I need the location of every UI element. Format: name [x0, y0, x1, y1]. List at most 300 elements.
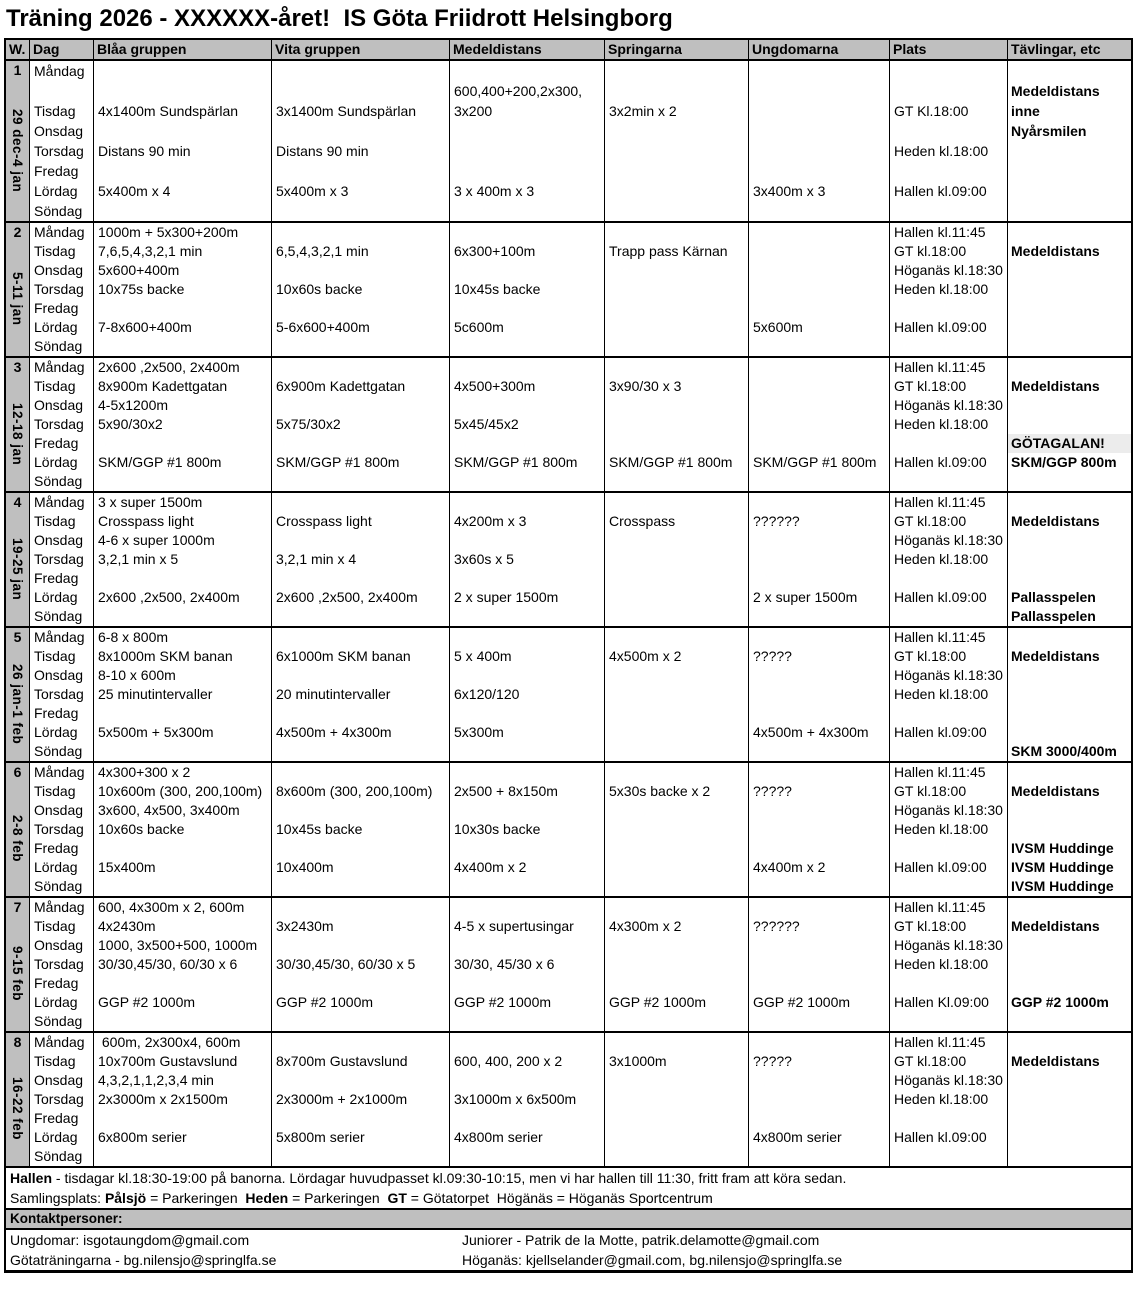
cell-ungdomarna	[749, 493, 889, 512]
week-dates: 29 dec-4 jan	[10, 108, 25, 193]
cell-medeldistans: SKM/GGP #1 800m	[454, 454, 578, 470]
week-dates-wrap	[6, 917, 29, 1031]
cell-plats: GT Kl.18:00	[894, 103, 969, 119]
cell-blaa-column	[94, 61, 272, 221]
cell-ungdomarna	[749, 415, 889, 434]
cell-blaa: 2x600 ,2x500, 2x400m	[98, 589, 240, 605]
cell-medeldistans: 4-5 x supertusingar	[454, 918, 574, 934]
cell-vita	[272, 1033, 449, 1052]
day-label: Torsdag	[34, 1091, 84, 1107]
cell-tavlingar	[1008, 801, 1131, 820]
cell-tavlingar: inne	[1011, 103, 1040, 119]
cell-tavlingar	[1008, 1071, 1131, 1090]
cell-vita	[272, 161, 449, 181]
cell-ungdomarna	[749, 936, 889, 955]
day-label: Måndag	[34, 359, 85, 375]
day-label: Fredag	[34, 435, 79, 451]
cell-tavlingar: IVSM Huddinge	[1011, 859, 1114, 875]
week-dates-wrap	[6, 377, 29, 491]
cell-medeldistans	[450, 569, 604, 588]
cell-medeldistans	[450, 839, 604, 858]
cell-blaa	[94, 337, 271, 356]
cell-plats-column	[890, 898, 1008, 1031]
cell-springarna	[605, 493, 748, 512]
day-label: Lördag	[34, 859, 78, 875]
cell-tavlingar	[1008, 223, 1131, 242]
cell-ungdomarna	[749, 396, 889, 415]
cell-plats	[890, 434, 1007, 453]
cell-medeldistans: 3x60s x 5	[454, 551, 514, 567]
cell-tavlingar: Pallasspelen	[1011, 589, 1096, 605]
cell-vita: 5x75/30x2	[276, 416, 341, 432]
cell-tavlingar	[1008, 1012, 1131, 1031]
cell-blaa-column	[94, 628, 272, 761]
cell-vita: 3,2,1 min x 4	[276, 551, 357, 567]
note-segment: = Parkeringen	[146, 1190, 246, 1206]
cell-springarna	[605, 801, 748, 820]
cell-plats	[890, 974, 1007, 993]
cell-medeldistans-column	[450, 628, 605, 761]
cell-medeldistans: 4x400m x 2	[454, 859, 527, 875]
cell-blaa: 600m, 2x300x4, 600m	[98, 1034, 241, 1050]
cell-blaa-column	[94, 493, 272, 626]
cell-tavlingar	[1008, 1147, 1131, 1166]
cell-blaa: 8-10 x 600m	[98, 667, 176, 683]
column-header-2: Blåa gruppen	[94, 40, 272, 59]
cell-plats	[890, 1109, 1007, 1128]
cell-ungdomarna	[749, 801, 889, 820]
cell-vita	[272, 121, 449, 141]
cell-blaa: 7,6,5,4,3,2,1 min	[98, 243, 203, 259]
cell-vita	[272, 1012, 449, 1031]
week-row	[6, 1033, 1131, 1166]
day-label: Torsdag	[34, 416, 84, 432]
training-schedule-table	[4, 38, 1133, 1168]
cell-blaa	[94, 974, 271, 993]
cell-plats	[890, 337, 1007, 356]
cell-ungdomarna: 4x800m serier	[753, 1129, 842, 1145]
cell-vita: 20 minutintervaller	[276, 686, 391, 702]
cell-springarna	[605, 81, 748, 101]
cell-plats	[890, 201, 1007, 221]
cell-springarna	[605, 898, 748, 917]
page-title: Träning 2026 - XXXXXX-året! IS Göta Friidrott Helsingborg	[6, 5, 673, 32]
cell-vita	[272, 1109, 449, 1128]
cell-springarna	[605, 396, 748, 415]
cell-tavlingar-column	[1008, 898, 1131, 1031]
day-label: Fredag	[34, 975, 79, 991]
cell-vita-column	[272, 223, 450, 356]
cell-blaa: 5x500m + 5x300m	[98, 724, 214, 740]
table-header-row	[6, 40, 1131, 61]
cell-medeldistans	[450, 201, 604, 221]
cell-ungdomarna	[749, 377, 889, 396]
cell-tavlingar: GGP #2 1000m	[1011, 994, 1109, 1010]
cell-medeldistans	[450, 628, 604, 647]
cell-blaa	[94, 472, 271, 491]
cell-medeldistans	[450, 472, 604, 491]
cell-blaa: 3,2,1 min x 5	[98, 551, 179, 567]
cell-blaa	[94, 839, 271, 858]
week-number: 7	[13, 899, 22, 915]
cell-tavlingar	[1008, 1090, 1131, 1109]
cell-springarna	[605, 280, 748, 299]
cell-medeldistans-column	[450, 358, 605, 491]
kontaktpersoner-header: Kontaktpersoner:	[6, 1208, 1131, 1230]
cell-blaa: 10x60s backe	[98, 821, 185, 837]
cell-ungdomarna	[749, 742, 889, 761]
week-label-cell	[6, 223, 30, 356]
cell-plats	[890, 61, 1007, 81]
day-label: Söndag	[34, 473, 83, 489]
cell-plats: Heden kl.18:00	[894, 821, 989, 837]
cell-springarna	[605, 1071, 748, 1090]
cell-medeldistans	[450, 261, 604, 280]
cell-springarna	[605, 628, 748, 647]
cell-tavlingar-column	[1008, 493, 1131, 626]
cell-tavlingar	[1008, 936, 1131, 955]
cell-tavlingar: Nyårsmilen	[1011, 123, 1087, 139]
cell-tavlingar	[1008, 763, 1131, 782]
cell-ungdomarna	[749, 550, 889, 569]
cell-tavlingar: SKM 3000/400m	[1011, 743, 1117, 759]
cell-springarna	[605, 704, 748, 723]
week-dates: 9-15 feb	[10, 946, 25, 1002]
cell-springarna: 4x300m x 2	[609, 918, 682, 934]
week-dates: 12-18 jan	[10, 402, 25, 466]
cell-blaa: 4,3,2,1,1,2,3,4 min	[98, 1072, 214, 1088]
day-label: Onsdag	[34, 1072, 84, 1088]
cell-ungdomarna: ??????	[753, 918, 800, 934]
contacts-section	[6, 1230, 1131, 1271]
cell-medeldistans: 4x200m x 3	[454, 513, 527, 529]
week-dates: 19-25 jan	[10, 537, 25, 601]
footer-note-0	[6, 1168, 1131, 1188]
cell-blaa: 1000, 3x500+500, 1000m	[98, 937, 258, 953]
week-number: 2	[13, 224, 22, 240]
cell-tavlingar-column	[1008, 223, 1131, 356]
cell-ungdomarna	[749, 242, 889, 261]
cell-blaa	[94, 607, 271, 626]
cell-medeldistans	[450, 1147, 604, 1166]
cell-vita: Crosspass light	[276, 513, 372, 529]
cell-medeldistans	[450, 396, 604, 415]
cell-springarna	[605, 1090, 748, 1109]
cell-tavlingar	[1008, 181, 1131, 201]
cell-springarna	[605, 201, 748, 221]
cell-ungdomarna: ?????	[753, 648, 792, 664]
day-label: Måndag	[34, 494, 85, 510]
cell-vita: 5x400m x 3	[276, 183, 349, 199]
cell-tavlingar: Medeldistans	[1011, 918, 1100, 934]
cell-ungdomarna: 3x400m x 3	[753, 183, 826, 199]
cell-tavlingar	[1008, 493, 1131, 512]
cell-blaa: SKM/GGP #1 800m	[98, 454, 222, 470]
cell-vita	[272, 1071, 449, 1090]
cell-ungdomarna	[749, 1071, 889, 1090]
cell-blaa	[94, 877, 271, 896]
cell-plats	[890, 121, 1007, 141]
cell-blaa: 8x1000m SKM banan	[98, 648, 233, 664]
cell-ungdomarna	[749, 81, 889, 101]
cell-plats	[890, 569, 1007, 588]
day-label: Lördag	[34, 724, 78, 740]
cell-springarna	[605, 1147, 748, 1166]
cell-springarna: GGP #2 1000m	[609, 994, 707, 1010]
cell-medeldistans	[450, 704, 604, 723]
cell-blaa	[94, 1147, 271, 1166]
cell-blaa	[94, 1109, 271, 1128]
cell-medeldistans: 600,400+200,2x300,	[454, 83, 583, 99]
cell-ungdomarna	[749, 201, 889, 221]
cell-blaa: 7-8x600+400m	[98, 319, 192, 335]
day-label: Måndag	[34, 899, 85, 915]
cell-medeldistans	[450, 337, 604, 356]
day-label: Onsdag	[34, 937, 84, 953]
note-segment: GT	[387, 1190, 407, 1206]
cell-blaa: GGP #2 1000m	[98, 994, 196, 1010]
cell-tavlingar: Medeldistans	[1011, 1053, 1100, 1069]
cell-tavlingar: Medeldistans	[1011, 648, 1100, 664]
cell-ungdomarna: ?????	[753, 1053, 792, 1069]
day-label: Fredag	[34, 840, 79, 856]
cell-ungdomarna-column	[749, 763, 890, 896]
note-segment: - tisdagar kl.18:30-19:00 på banorna. Lördagar huvudpasset kl.09:30-10:15, men vi har hallen till 11:30, fritt fram att köra sedan.	[52, 1170, 847, 1186]
cell-springarna	[605, 569, 748, 588]
day-label: Fredag	[34, 1110, 79, 1126]
cell-vita-column	[272, 493, 450, 626]
cell-springarna	[605, 358, 748, 377]
cell-springarna	[605, 877, 748, 896]
cell-medeldistans-column	[450, 1033, 605, 1166]
cell-vita: 6x1000m SKM banan	[276, 648, 411, 664]
week-number: 8	[13, 1034, 22, 1050]
cell-vita: 3x1400m Sundspärlan	[276, 103, 417, 119]
cell-ungdomarna	[749, 569, 889, 588]
week-row	[6, 493, 1131, 628]
day-label: Torsdag	[34, 281, 84, 297]
cell-vita	[272, 81, 449, 101]
week-number: 6	[13, 764, 22, 780]
cell-vita	[272, 493, 449, 512]
cell-medeldistans	[450, 1071, 604, 1090]
cell-ungdomarna	[749, 1012, 889, 1031]
cell-springarna	[605, 839, 748, 858]
cell-ungdomarna	[749, 101, 889, 121]
cell-plats-column	[890, 493, 1008, 626]
cell-ungdomarna: GGP #2 1000m	[753, 994, 851, 1010]
cell-springarna	[605, 61, 748, 81]
cell-vita	[272, 261, 449, 280]
cell-medeldistans	[450, 121, 604, 141]
cell-springarna	[605, 161, 748, 181]
day-label: Torsdag	[34, 956, 84, 972]
cell-ungdomarna-column	[749, 628, 890, 761]
cell-springarna	[605, 318, 748, 337]
day-label-column	[30, 358, 94, 491]
day-label: Onsdag	[34, 397, 84, 413]
column-header-0: W.	[6, 40, 30, 59]
cell-springarna	[605, 588, 748, 607]
cell-vita: 10x400m	[276, 859, 334, 875]
cell-plats: Höganäs kl.18:30	[894, 937, 1003, 953]
cell-ungdomarna	[749, 472, 889, 491]
cell-tavlingar	[1008, 1033, 1131, 1052]
cell-plats-column	[890, 223, 1008, 356]
day-label: Lördag	[34, 1129, 78, 1145]
cell-plats: Heden kl.18:00	[894, 416, 989, 432]
cell-blaa: 5x600+400m	[98, 262, 180, 278]
cell-springarna	[605, 974, 748, 993]
cell-springarna	[605, 337, 748, 356]
cell-springarna: Crosspass	[609, 513, 676, 529]
cell-plats	[890, 877, 1007, 896]
cell-medeldistans	[450, 1012, 604, 1031]
cell-vita: 5-6x600+400m	[276, 319, 370, 335]
cell-plats: Höganäs kl.18:30	[894, 667, 1003, 683]
cell-blaa: 1000m + 5x300+200m	[98, 224, 239, 240]
cell-ungdomarna	[749, 839, 889, 858]
cell-blaa	[94, 1012, 271, 1031]
cell-vita	[272, 434, 449, 453]
cell-medeldistans: 600, 400, 200 x 2	[454, 1053, 563, 1069]
cell-medeldistans: 5x300m	[454, 724, 504, 740]
cell-medeldistans: 2 x super 1500m	[454, 589, 559, 605]
cell-blaa: 3 x super 1500m	[98, 494, 203, 510]
day-label: Söndag	[34, 203, 83, 219]
cell-medeldistans: 4x800m serier	[454, 1129, 543, 1145]
cell-tavlingar	[1008, 974, 1131, 993]
cell-ungdomarna	[749, 337, 889, 356]
cell-medeldistans	[450, 299, 604, 318]
day-label-column	[30, 1033, 94, 1166]
day-label: Lördag	[34, 183, 78, 199]
cell-plats: GT kl.18:00	[894, 243, 967, 259]
week-row	[6, 223, 1131, 358]
cell-plats	[890, 81, 1007, 101]
cell-tavlingar-column	[1008, 763, 1131, 896]
week-label-cell	[6, 493, 30, 626]
cell-springarna: 5x30s backe x 2	[609, 783, 711, 799]
cell-ungdomarna-column	[749, 1033, 890, 1166]
contacts-left-line-0: Ungdomar: isgotaungdom@gmail.com	[10, 1232, 250, 1248]
cell-tavlingar: Medeldistans	[1011, 83, 1100, 99]
cell-medeldistans: 5c600m	[454, 319, 504, 335]
cell-ungdomarna: ??????	[753, 513, 800, 529]
day-label: Onsdag	[34, 123, 84, 139]
cell-springarna	[605, 820, 748, 839]
cell-plats: Heden kl.18:00	[894, 551, 989, 567]
cell-vita-column	[272, 898, 450, 1031]
cell-vita: 6x900m Kadettgatan	[276, 378, 406, 394]
week-row	[6, 898, 1131, 1033]
cell-tavlingar: IVSM Huddinge	[1011, 840, 1114, 856]
cell-ungdomarna	[749, 704, 889, 723]
column-header-6: Ungdomarna	[749, 40, 890, 59]
cell-medeldistans	[450, 531, 604, 550]
cell-vita: 2x3000m + 2x1000m	[276, 1091, 408, 1107]
cell-plats	[890, 1012, 1007, 1031]
cell-tavlingar	[1008, 318, 1131, 337]
cell-springarna	[605, 955, 748, 974]
cell-medeldistans: 3x1000m x 6x500m	[454, 1091, 577, 1107]
cell-ungdomarna	[749, 161, 889, 181]
cell-medeldistans	[450, 493, 604, 512]
cell-plats-column	[890, 358, 1008, 491]
cell-blaa: 2x600 ,2x500, 2x400m	[98, 359, 240, 375]
day-label-column	[30, 763, 94, 896]
cell-blaa	[94, 704, 271, 723]
day-label: Tisdag	[34, 648, 76, 664]
cell-springarna: 4x500m x 2	[609, 648, 682, 664]
cell-ungdomarna-column	[749, 898, 890, 1031]
cell-blaa	[94, 434, 271, 453]
cell-plats: Hallen kl.11:45	[894, 224, 986, 240]
column-header-4: Medeldistans	[450, 40, 605, 59]
cell-tavlingar	[1008, 161, 1131, 181]
cell-plats: GT kl.18:00	[894, 918, 967, 934]
day-label-column	[30, 61, 94, 221]
week-number: 4	[13, 494, 22, 510]
day-label: Tisdag	[34, 378, 76, 394]
cell-vita	[272, 299, 449, 318]
cell-springarna	[605, 261, 748, 280]
cell-ungdomarna	[749, 877, 889, 896]
cell-springarna-column	[605, 628, 749, 761]
cell-vita	[272, 763, 449, 782]
cell-medeldistans: 6x120/120	[454, 686, 520, 702]
column-header-5: Springarna	[605, 40, 749, 59]
cell-ungdomarna-column	[749, 493, 890, 626]
week-number: 3	[13, 359, 22, 375]
day-label: Fredag	[34, 705, 79, 721]
note-segment: Heden	[245, 1190, 289, 1206]
cell-tavlingar	[1008, 201, 1131, 221]
day-label: Onsdag	[34, 667, 84, 683]
contacts-right-column	[458, 1230, 1131, 1270]
cell-vita	[272, 1147, 449, 1166]
cell-vita	[272, 628, 449, 647]
cell-vita: 5x800m serier	[276, 1129, 365, 1145]
cell-blaa-column	[94, 1033, 272, 1166]
cell-medeldistans	[450, 666, 604, 685]
day-label-column	[30, 898, 94, 1031]
day-label: Måndag	[34, 1034, 85, 1050]
cell-ungdomarna	[749, 1033, 889, 1052]
cell-medeldistans: 30/30, 45/30 x 6	[454, 956, 555, 972]
cell-blaa: 4x300+300 x 2	[98, 764, 191, 780]
day-label: Lördag	[34, 454, 78, 470]
cell-springarna	[605, 858, 748, 877]
cell-medeldistans	[450, 434, 604, 453]
cell-vita: GGP #2 1000m	[276, 994, 374, 1010]
cell-vita: Distans 90 min	[276, 143, 369, 159]
cell-tavlingar	[1008, 261, 1131, 280]
contacts-left-line-1: Götaträningarna - bg.nilensjo@springlfa.se	[10, 1252, 277, 1268]
cell-blaa: 600, 4x300m x 2, 600m	[98, 899, 245, 915]
cell-tavlingar	[1008, 141, 1131, 161]
cell-ungdomarna: ?????	[753, 783, 792, 799]
cell-vita	[272, 201, 449, 221]
cell-springarna	[605, 531, 748, 550]
cell-vita	[272, 223, 449, 242]
week-dates: 5-11 jan	[10, 272, 25, 326]
day-label: Söndag	[34, 1013, 83, 1029]
cell-ungdomarna-column	[749, 223, 890, 356]
day-label: Torsdag	[34, 686, 84, 702]
cell-plats: GT kl.18:00	[894, 648, 967, 664]
cell-springarna: Trapp pass Kärnan	[609, 243, 728, 259]
